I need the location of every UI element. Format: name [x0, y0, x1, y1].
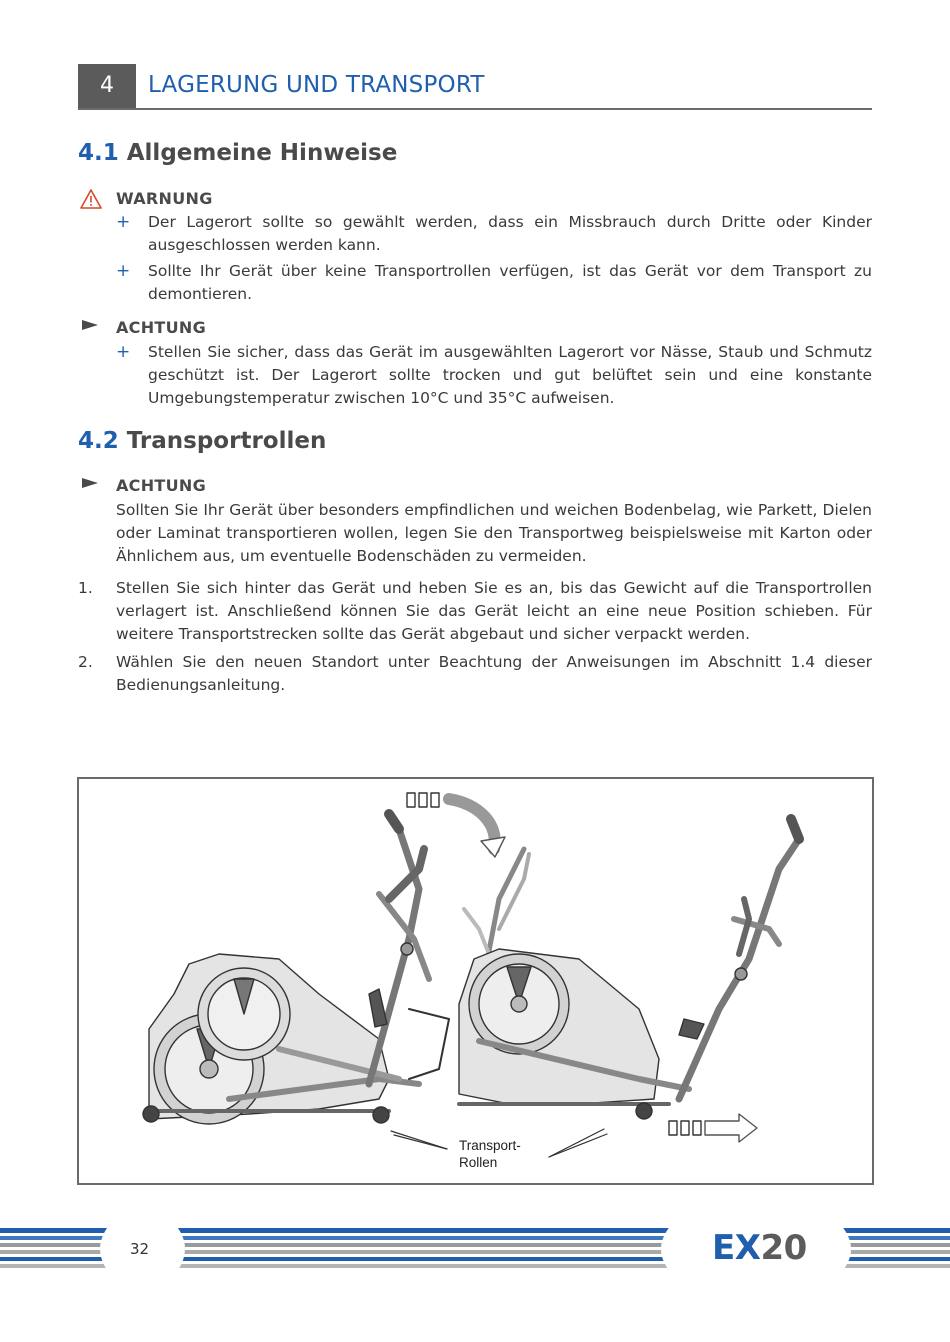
step-text: Stellen Sie sich hinter das Gerät und heben Sie es an, bis das Gewicht auf die Transportrollen verlagert ist. Anschließend können Sie das Gerät leicht an eine neue Position schieben. Für weitere Transportstrecken sollte das Gerät abgebaut und sicher verpackt werden.: [116, 579, 872, 643]
page-footer: [0, 1222, 950, 1282]
warning-item: + Sollte Ihr Gerät über keine Transportrollen verfügen, ist das Gerät vor dem Transport zu demontieren.: [116, 261, 872, 303]
list-item: [78, 577, 872, 646]
section-heading-4-2: [78, 428, 326, 454]
plus-bullet-icon: +: [116, 261, 131, 281]
step-number: 2.: [78, 653, 93, 671]
page-number: 32: [130, 1240, 150, 1258]
arrow-flag-icon: [80, 477, 100, 491]
transport-rollers-label: Transport- Rollen: [459, 1138, 521, 1170]
attention-text: Sollten Sie Ihr Gerät über besonders empfindlichen und weichen Bodenbelag, wie Parkett, Dielen oder Laminat transportieren wollen, legen Sie den Transportweg beispielsweise mit Karton oder Ähnlichem aus, um eventuelle Bodenschäden zu vermeiden.: [116, 501, 872, 565]
elliptical-trainer-illustration: [79, 779, 872, 1183]
attention-item: + Stellen Sie sicher, dass das Gerät im ausgewählten Lagerort vor Nässe, Staub und Schmutz geschützt ist. Der Lagerort sollte trocken und gut belüftet sein und eine konstante Umgebungstemperatur zwischen 10°C und 35°C aufweisen.: [116, 342, 872, 407]
plus-bullet-icon: +: [116, 342, 131, 362]
warning-item: + Der Lagerort sollte so gewählt werden, dass ein Missbrauch durch Dritte oder Kinder ausgeschlossen werden kann.: [116, 212, 872, 254]
step-text: Wählen Sie den neuen Standort unter Beachtung der Anweisungen im Abschnitt 1.4 dieser Bedienungsanleitung.: [116, 653, 872, 694]
transport-figure: [77, 777, 874, 1185]
warning-triangle-icon: [80, 189, 102, 209]
section-title: Allgemeine Hinweise: [126, 140, 398, 166]
plus-bullet-icon: +: [116, 212, 131, 232]
chapter-title: LAGERUNG UND TRANSPORT: [148, 72, 485, 98]
section-heading-4-1: [78, 140, 397, 166]
list-item: [78, 651, 872, 697]
section-title: Transportrollen: [126, 428, 327, 454]
attention-label: ACHTUNG: [116, 476, 207, 495]
model-logo: EX20: [712, 1228, 807, 1268]
chapter-header: [78, 64, 872, 110]
chapter-number: 4: [78, 64, 136, 108]
warning-label: WARNUNG: [116, 189, 213, 208]
arrow-flag-icon: [80, 319, 100, 333]
section-number: 4.2: [78, 428, 119, 454]
attention-label: ACHTUNG: [116, 318, 207, 337]
section-number: 4.1: [78, 140, 119, 166]
step-number: 1.: [78, 579, 93, 597]
